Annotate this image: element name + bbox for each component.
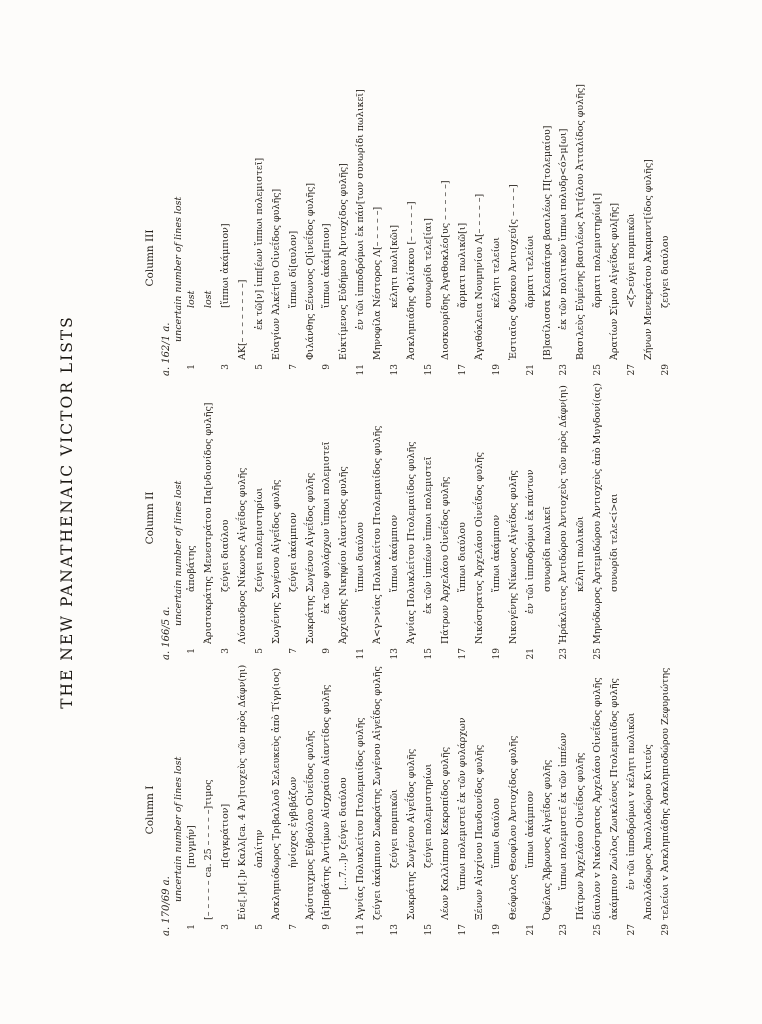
- victor-list-line: [508, 88, 522, 378]
- line-text: lost: [186, 290, 197, 308]
- line-text: Σωκράτης Σωγένου Αἰγεΐδος φυλῆς: [304, 472, 316, 644]
- line-text: κέλητι πωλικῶι: [575, 516, 587, 592]
- line-text: [ἵππωι ἀκάμπιον]: [219, 223, 231, 308]
- line-number: 29: [661, 924, 672, 936]
- victor-list-line: [372, 648, 386, 938]
- victor-list-line: [525, 88, 539, 378]
- line-number: 3: [220, 648, 231, 654]
- line-number: 21: [525, 648, 536, 660]
- line-text: Λέων Καλλίππου Κεκροπίδος φυλῆς: [439, 746, 451, 920]
- victor-list-line: [440, 88, 454, 378]
- victor-list-line: [186, 372, 200, 662]
- line-text: ἐν τῶι ἱπποδρόμωι ἐκ πάντων: [524, 469, 536, 614]
- victor-list-line: [305, 648, 319, 938]
- victor-list-line: [203, 648, 217, 938]
- victor-list-line: [186, 648, 200, 938]
- line-text: Σωκράτης Σωγένου Αἰγεΐδος φυλῆς: [406, 748, 418, 920]
- line-text: Ἑστιαῖος Φύσκου Ἀντιοχεύ[ς – – – –]: [507, 184, 519, 360]
- line-text: π[αγκράτιον]: [219, 803, 231, 868]
- line-text: Ἁγνίας Πολυκλείτου Πτολεμαιίδος φυλῆς: [406, 441, 418, 644]
- victor-list-line: [338, 88, 352, 378]
- line-text: Διοσκουρίδης Ἀγαθοκλέο[υς – – – – –]: [439, 180, 451, 360]
- victor-list-line: [558, 372, 572, 662]
- line-text: ζεύγει ἀκάμπιον: [287, 512, 299, 592]
- line-text: [πυγμήν]: [186, 825, 197, 868]
- victor-list-line: [474, 372, 488, 662]
- line-text: Ἁγνίας Πολυκλείτου Πτολεμαιίδος φυλῆς: [355, 717, 367, 920]
- victor-list-line: [355, 648, 369, 938]
- victor-list-line: [423, 88, 437, 378]
- column-label: Column I: [144, 785, 156, 835]
- lines-lost-note: uncertain number of lines lost: [173, 756, 184, 902]
- line-text: ἅρματι πολεμιστηρίω[ι]: [592, 192, 604, 308]
- line-number: 13: [390, 648, 401, 660]
- line-text: Ἀ<γ>νίας Πολυκλείτου Πτολεμαιίδος φυλῆς: [372, 425, 384, 644]
- victor-list-line: [321, 372, 335, 662]
- column-lines: [140, 648, 680, 938]
- line-text: [Β]ασίλισσα Κλεοπάτρα βασιλέως Π[τολεμαίου]: [541, 125, 553, 360]
- line-text: Ἀπολλόδωρος Ἀπολλοδώρου Κιτιεύς: [643, 744, 655, 920]
- column-label: Column II: [144, 491, 156, 545]
- victor-list-line: [542, 88, 556, 378]
- line-text: Ξένων Αἰσχίνου Πανδιονίδος φυλῆς: [473, 744, 485, 920]
- line-number: 9: [322, 648, 333, 654]
- victor-list-line: [440, 372, 454, 662]
- victor-list-line: [423, 648, 437, 938]
- page-title: THE NEW PANATHENAIC VICTOR LISTS: [58, 315, 76, 709]
- line-text: Θεόφιλος Θεοφίλου Ἀντιοχίδος φυλῆς: [507, 735, 519, 920]
- line-text: συνωρίδι πωλικεῖ: [541, 506, 553, 592]
- line-text: Ὀφέλας Ἅβρωνος Αἰγεΐδος φυλῆς: [541, 759, 553, 920]
- line-text: ἐκ τῶν πολιτικῶν ἵππωι πολυδρ<ό>μ[ωι]: [558, 128, 570, 330]
- line-number: 21: [525, 924, 536, 936]
- line-text: κέλητι πωλι[κῶι]: [389, 224, 401, 308]
- line-text: συνωρίδι τελε[ίαι]: [423, 218, 435, 308]
- victor-list-line: [592, 648, 606, 938]
- victor-list-line: [542, 648, 556, 938]
- victor-list-line: [220, 648, 234, 938]
- victor-list-line: [288, 648, 302, 938]
- line-number: 17: [457, 364, 468, 376]
- line-text: Πάτρων Ἀρχελάου Οἰνεΐδος φυλῆς: [439, 476, 451, 644]
- line-text: Μηνόδωρος Ἀρτεμιδώρου Ἀντιοχεὺς ἀπὸ Μυγδονί(ας): [592, 383, 604, 644]
- victor-list-line: [355, 372, 369, 662]
- victor-list-line: [321, 88, 335, 378]
- victor-list-line: [389, 648, 403, 938]
- victor-list-line: [237, 88, 251, 378]
- victor-list-line: [406, 88, 420, 378]
- column-date: a. 170/69 a.: [161, 876, 172, 936]
- line-text: ἐκ τῶν φυλάρχων ἵππωι πολεμιστεῖ: [321, 441, 333, 614]
- line-text: Εὐαγίων Ἀλκέτ[ου Οἰνεΐδος φυλῆς]: [270, 188, 282, 360]
- victor-list-line: [626, 648, 640, 938]
- victor-list-line: [575, 84, 589, 378]
- line-number: 7: [288, 364, 299, 370]
- line-text: Ἡράκλειτος Ἀντιδώρου Ἀντιοχεὺς τῶν πρὸς Δάφν(ηι): [558, 385, 570, 644]
- line-text: συνωρίδι τελε<ί>αι: [609, 493, 621, 592]
- victor-list-line: [643, 648, 657, 938]
- victor-list-line: [305, 88, 319, 378]
- column-date: a. 162/1 a.: [161, 322, 172, 376]
- victor-list-line: [389, 88, 403, 378]
- line-text: τελείωι v Ἀσκληπιάδης Ἀσκληπιοδώρου Ζεφυριώτης: [660, 667, 672, 920]
- line-text: ἵππωι ἀκάμπιον: [524, 790, 536, 868]
- victor-list-line: [271, 372, 285, 662]
- line-text: ΑΚ[– – – – – – – –]: [236, 279, 248, 360]
- line-text: κέλητι τελείωι: [490, 237, 502, 308]
- victor-list-line: [508, 648, 522, 938]
- line-text: ἵππωι πολεμιστεῖ ἐκ τῶν φυλάρχων: [456, 717, 468, 890]
- line-text: ἵππωι διαύλου: [456, 522, 468, 592]
- victor-list-line: [423, 372, 437, 662]
- line-number: 19: [491, 648, 502, 660]
- line-number: 25: [593, 924, 604, 936]
- victor-list-line: [508, 372, 522, 662]
- line-text: ζεύγει ἀκάμπιον Σωκράτης Σωγένου Αἰγεΐδος φυλῆς: [372, 666, 384, 920]
- victor-list-line: [406, 648, 420, 938]
- line-text: ἀποβάτης: [186, 545, 197, 592]
- victor-list-line: [288, 372, 302, 662]
- line-number: 27: [627, 364, 638, 376]
- line-number: 9: [322, 364, 333, 370]
- victor-list-line: [254, 372, 268, 662]
- line-text: ζεύγει διαύλου: [660, 235, 672, 308]
- line-text: Σωγένης Σωγένου Αἰγεΐδος φυλῆς: [270, 479, 282, 644]
- victor-list-line: [609, 88, 623, 378]
- line-text: ἅρματι τελείωι: [524, 235, 536, 308]
- line-text: ἵππωι πολεμιστεῖ ἐκ τῶν ἱππέων: [558, 732, 570, 890]
- victor-list-line: [575, 372, 589, 662]
- line-number: 11: [356, 364, 367, 376]
- victor-list-line: [338, 372, 352, 662]
- lines-lost-note: uncertain number of lines lost: [173, 480, 184, 626]
- line-text: Μηνοφίλα Νέστορος Λ[– – – – –]: [372, 206, 384, 360]
- line-number: 19: [491, 924, 502, 936]
- lines-lost-note: uncertain number of lines lost: [173, 196, 184, 342]
- line-text: Νικογένης Νίκωνος Αἰγεΐδος φυλῆς: [507, 470, 519, 644]
- line-text: Ἀρίσταιχμος Εὐβούλου Οἰνεΐδος φυλῆς: [304, 730, 316, 920]
- victor-list-line: [271, 648, 285, 938]
- line-number: 13: [390, 924, 401, 936]
- line-number: 23: [559, 364, 570, 376]
- victor-list-line: [321, 648, 335, 938]
- line-text: Ἀριστοκράτης Μενεστράτου Πα[νδιονίδος φυλῆς]: [202, 402, 214, 644]
- victor-list-line: [237, 648, 251, 938]
- victor-list-line: [525, 648, 539, 938]
- line-number: 9: [322, 924, 333, 930]
- victor-list-line: [305, 372, 319, 662]
- line-text: Ἀσκληπιόδωρος Τριβαλλοῦ Σελευκεὺς ἀπὸ Τίγρ(ιος): [270, 667, 282, 920]
- line-number: 25: [593, 364, 604, 376]
- victor-list-line: [220, 372, 234, 662]
- victor-list-line: [237, 372, 251, 662]
- victor-list-column-2: [140, 372, 680, 662]
- line-number: 15: [424, 924, 435, 936]
- victor-list-line: [491, 372, 505, 662]
- victor-list-line: [474, 88, 488, 378]
- line-text: ἐκ τῶν ἱππέων ἵππωι πολεμιστεῖ: [423, 456, 435, 614]
- victor-list-line: [203, 372, 217, 662]
- line-number: 21: [525, 364, 536, 376]
- line-number: 5: [254, 924, 265, 930]
- line-number: 11: [356, 648, 367, 660]
- line-number: 7: [288, 924, 299, 930]
- column-lines: [140, 372, 680, 662]
- line-text: ζεύγει πολεμιστηρίωι: [253, 487, 265, 592]
- line-number: 7: [288, 648, 299, 654]
- victor-list-line: [558, 88, 572, 378]
- victor-list-line: [372, 372, 386, 662]
- line-number: 15: [424, 364, 435, 376]
- line-text: Βασιλεὺς Εὐμένης βασιλέως Ἀττ[άλου Ἀτταλίδος φυλῆς]: [575, 84, 587, 360]
- line-number: 23: [559, 924, 570, 936]
- line-text: ἀκάμπιον Ζωίλος Ζωικλέους Πτολεμαιίδος φυλῆς: [609, 678, 621, 920]
- victor-list-line: [609, 372, 623, 662]
- line-text: ἐκ τῶ[ν] ἱππ[έων ἵππωι πολεμιστεῖ]: [253, 157, 265, 330]
- victor-list-line: [592, 88, 606, 378]
- victor-list-line: [338, 648, 352, 938]
- victor-list-line: [575, 648, 589, 938]
- column-label: Column III: [144, 229, 156, 287]
- line-number: 13: [390, 364, 401, 376]
- line-text: ἵππωι διαύλου: [355, 522, 367, 592]
- line-text: [...7...]ν ζεύγει διαύλου: [338, 777, 350, 890]
- line-text: Εὐε[.]σ[.]ν Καλλ[ca. 4 Ἀν]τιοχεὺς τῶν πρὸς Δάφν(ηι): [236, 664, 248, 920]
- column-date: a. 166/5 a.: [161, 606, 172, 660]
- victor-list-line: [440, 648, 454, 938]
- victor-list-line: [203, 88, 217, 378]
- line-text: ἵππωι διαύλου: [490, 798, 502, 868]
- line-number: 1: [187, 924, 197, 930]
- line-text: ἵππωι ἀκάμπιον: [490, 514, 502, 592]
- victor-list-line: [457, 88, 471, 378]
- victor-list-line: [288, 88, 302, 378]
- line-number: 17: [457, 924, 468, 936]
- line-text: Ἀρχιάδης Νικηφίου Αἰαντίδος φυλῆς: [338, 466, 350, 644]
- victor-list-line: [271, 88, 285, 378]
- line-text: [– – – – – ca. 25 – – – – –]τιμος: [202, 779, 214, 920]
- victor-list-line: [457, 648, 471, 938]
- line-text: Λύσανδρος Νίκωνος Αἰγεΐδος φυλῆς: [236, 467, 248, 644]
- victor-list-line: [254, 648, 268, 938]
- line-text: Πάτρων Ἀρχελάου Οἰνεΐδος φυλῆς: [575, 752, 587, 920]
- line-text: <ζ>εύγει πομπικῶι: [626, 213, 638, 308]
- victor-list-line: [525, 372, 539, 662]
- line-number: 15: [424, 648, 435, 660]
- line-text: ζεύγει διαύλου: [219, 519, 231, 592]
- line-number: 29: [661, 364, 672, 376]
- line-number: 11: [356, 924, 367, 936]
- victor-list-line: [389, 372, 403, 662]
- line-number: 27: [627, 924, 638, 936]
- victor-list-line: [558, 648, 572, 938]
- victor-list-line: [406, 372, 420, 662]
- column-lines: [140, 84, 680, 378]
- line-text: ἵππωι ἀκάμπιον: [389, 514, 401, 592]
- victor-list-line: [643, 88, 657, 378]
- line-text: Εὐκτίμενος Εὐδήμου Ἀ[ντιοχίδος φυλῆς]: [338, 163, 350, 360]
- line-text: ἡνίοχος ἐγβιβάζων: [287, 776, 299, 868]
- line-text: Ἀγαθόκλεια Νουμηνίου Λ[– – – – –]: [473, 193, 485, 360]
- victor-list-line: [457, 372, 471, 662]
- line-text: ἵππωι ἀκάμ[πιον]: [321, 223, 333, 308]
- line-text: ὁπλίτην: [253, 829, 265, 868]
- victor-list-column-1: [140, 648, 680, 938]
- line-text: ἵππωι δί[αυλον]: [287, 230, 299, 308]
- victor-list-line: [626, 88, 640, 378]
- line-text: ζεύγει πολεμιστηρίωι: [423, 763, 435, 868]
- victor-list-line: [254, 88, 268, 378]
- line-number: 1: [187, 364, 197, 370]
- line-text: Ζήνων Μενεκράτου Ἀκαμαντ[ίδος φυλῆς]: [643, 159, 655, 360]
- line-text: Φιλάνθης Ξένωνος Ο[ἰνεΐδος φυλῆς]: [304, 182, 316, 360]
- line-number: 5: [254, 364, 265, 370]
- victor-list-line: [186, 88, 200, 378]
- line-text: ἐν τῶι ἱπποδρόμωι v κέλητι πωλικῶι: [626, 712, 638, 890]
- victor-list-column-3: [140, 84, 680, 378]
- victor-list-line: [220, 88, 234, 378]
- victor-list-line: [660, 88, 674, 378]
- line-text: ἅρματι πωλικῶ[ι]: [456, 222, 468, 308]
- line-text: lost: [202, 290, 214, 308]
- line-text: Ἀρατίων Σίμου Αἰγεΐδος φυλ[ῆς]: [609, 202, 621, 360]
- line-number: 3: [220, 924, 231, 930]
- victor-list-line: [491, 88, 505, 378]
- line-number: 5: [254, 648, 265, 654]
- victor-list-line: [355, 88, 369, 378]
- victor-list-line: [660, 648, 674, 938]
- line-text: δίαυλον v Νικόστρατος Ἀρχελάου Οἰνεΐδος φυλῆς: [592, 677, 604, 920]
- victor-list-line: [542, 372, 556, 662]
- line-number: 1: [187, 648, 197, 654]
- line-number: 19: [491, 364, 502, 376]
- victor-list-line: [592, 372, 606, 662]
- victor-list-line: [372, 88, 386, 378]
- line-number: 25: [593, 648, 604, 660]
- victor-list-line: [491, 648, 505, 938]
- line-text: ζεύγει πομπικῶι: [389, 789, 401, 868]
- line-text: [ἀ]ποβάτης Ἀντίμων Αἰσχραίου Αἰαντίδος φυλῆς: [321, 684, 333, 920]
- line-text: Νικόστρατος Ἀρχελάου Οἰνεΐδος φυλῆς: [473, 452, 485, 644]
- victor-list-line: [474, 648, 488, 938]
- line-number: 17: [457, 648, 468, 660]
- line-number: 3: [220, 364, 231, 370]
- line-text: ἐν τῶι ἱπποδρόμωι ἐκ πάν[των συνωρίδι πωλικεῖ]: [355, 89, 367, 330]
- line-number: 23: [559, 648, 570, 660]
- line-text: Ἀσκληπιάδης Φιλίσκου [– – – – –]: [406, 201, 418, 360]
- victor-list-line: [609, 648, 623, 938]
